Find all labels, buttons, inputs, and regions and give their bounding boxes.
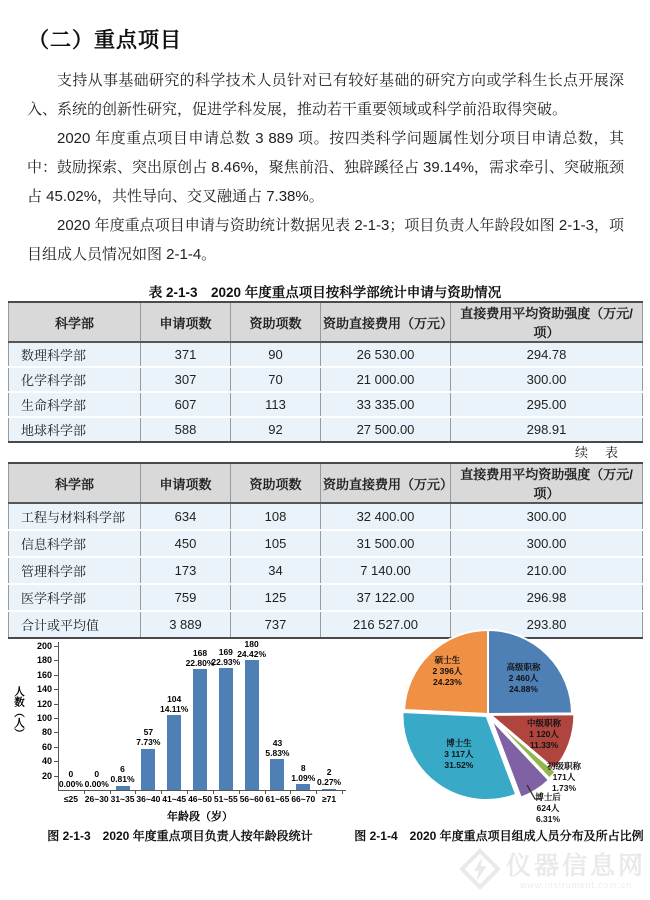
table-cell: 113	[231, 392, 321, 417]
table-row	[9, 392, 643, 417]
y-tick-label: 160	[36, 669, 52, 680]
column-header: 资助项数	[231, 463, 321, 503]
table-cell: 371	[141, 342, 231, 367]
table-title: 表 2-1-3 2020 年度重点项目按科学部统计申请与资助情况	[148, 285, 502, 300]
table-cell: 数理科学部	[9, 342, 141, 367]
table-cell: 588	[141, 417, 231, 442]
slice-percent: 31.52%	[444, 759, 474, 770]
bar	[167, 715, 181, 790]
table-cell: 296.98	[451, 584, 643, 611]
bar-percent: 0.81%	[110, 774, 135, 785]
bar-percent: 22.93%	[211, 656, 241, 667]
bar-count: 6	[120, 764, 125, 775]
bar-percent: 14.11%	[159, 703, 189, 714]
slice-count: 1 120人	[529, 728, 559, 739]
table-cell: 地球科学部	[9, 417, 141, 442]
bar-value-label	[99, 764, 147, 784]
y-axis-title: 人数（人）	[13, 686, 25, 739]
bar-percent: 24.42%	[237, 648, 267, 659]
table-cell: 信息科学部	[9, 530, 141, 557]
x-tick-label: 46~50	[188, 794, 212, 804]
lightning-diamond-icon	[459, 848, 501, 895]
y-tick-label: 80	[41, 727, 52, 738]
slice-percent: 6.31%	[535, 813, 561, 824]
table-cell: 450	[141, 530, 231, 557]
table-cell: 307	[141, 367, 231, 392]
bar-value-label	[124, 727, 172, 747]
bar-value-label	[253, 738, 301, 758]
funding-table-page1	[8, 301, 643, 443]
table-cell: 管理科学部	[9, 557, 141, 584]
paragraph: 2020 年度重点项目申请总数 3 889 项。按四类科学问题属性划分项目申请总数，其中：鼓励探索、突出原创占 8.46%，聚焦前沿、独辟蹊径占 39.14%，需求牵引、突破瓶颈占 45.02%，共性导向、交叉融通占 7.38%。	[27, 130, 624, 205]
x-tick-mark	[342, 790, 343, 794]
table-cell: 21 000.00	[321, 367, 451, 392]
pie-slice-label	[526, 761, 602, 794]
slice-count: 624人	[536, 802, 560, 813]
table-row	[9, 584, 643, 611]
slice-name: 硕士生	[434, 654, 461, 665]
table-cell: 216 527.00	[321, 611, 451, 638]
pie-slice-label	[409, 655, 485, 688]
slice-name: 中级职称	[527, 717, 562, 728]
slice-name: 博士后	[535, 791, 561, 802]
table-cell: 医学科学部	[9, 584, 141, 611]
personnel-pie-chart	[374, 616, 646, 828]
y-tick-mark	[54, 732, 58, 733]
slice-percent: 11.33%	[529, 739, 559, 750]
table-cell: 34	[231, 557, 321, 584]
x-tick-label: 36~40	[136, 794, 161, 804]
table-cell: 125	[231, 584, 321, 611]
slice-percent: 24.23%	[433, 676, 462, 687]
y-tick-mark	[54, 675, 58, 676]
table-cell: 92	[231, 417, 321, 442]
watermark	[459, 848, 646, 895]
x-tick-label: 41~45	[162, 794, 187, 804]
bar-count: 2	[326, 767, 332, 778]
table-cell: 33 335.00	[321, 392, 451, 417]
table-cell: 294.78	[451, 342, 643, 367]
bar-percent: 22.80%	[185, 657, 215, 668]
figure1-caption: 图 2-1-3 2020 年度重点项目负责人按年龄段统计	[47, 829, 313, 843]
table-row	[9, 367, 643, 392]
x-axis-title: 年龄段（岁）	[167, 811, 233, 823]
bar-count: 0	[68, 768, 74, 779]
bar-value-label	[150, 694, 198, 714]
column-header: 资助直接费用（万元）	[321, 463, 451, 503]
y-tick-label: 180	[36, 655, 52, 666]
bar-count: 169	[218, 646, 233, 657]
x-tick-label: 51~55	[213, 794, 238, 804]
table-cell: 298.91	[451, 417, 643, 442]
bar-value-label	[228, 639, 276, 659]
table-row	[9, 417, 643, 442]
column-header: 资助直接费用（万元）	[321, 302, 451, 342]
bar-percent: 5.83%	[265, 747, 290, 758]
table-cell: 607	[141, 392, 231, 417]
column-header: 申请项数	[141, 463, 231, 503]
y-tick-mark	[54, 689, 58, 690]
x-tick-label: 26~30	[84, 794, 109, 804]
column-header: 资助项数	[231, 302, 321, 342]
table-cell: 7 140.00	[321, 557, 451, 584]
bar	[141, 749, 155, 790]
slice-count: 171人	[552, 771, 576, 782]
x-tick-label: 61~65	[265, 794, 290, 804]
bar-count: 8	[300, 762, 306, 773]
table-row	[9, 342, 643, 367]
bar	[245, 660, 259, 790]
figure2-caption: 图 2-1-4 2020 年度重点项目组成人员分布及所占比例	[354, 829, 644, 843]
table-cell: 293.80	[451, 611, 643, 638]
x-tick-label: 66~70	[291, 794, 316, 804]
table-cell: 759	[141, 584, 231, 611]
table-row	[9, 557, 643, 584]
body-paragraphs	[27, 66, 624, 269]
table-cell: 634	[141, 503, 231, 530]
table-cell: 合计或平均值	[9, 611, 141, 638]
bar-count: 43	[272, 737, 283, 748]
table-cell: 26 530.00	[321, 342, 451, 367]
bar-count: 57	[143, 727, 154, 738]
y-tick-label: 60	[41, 741, 52, 752]
y-tick-label: 140	[36, 684, 52, 695]
age-distribution-bar-chart	[12, 634, 352, 826]
table-header-row	[9, 463, 643, 503]
table-cell: 27 500.00	[321, 417, 451, 442]
table-cell: 生命科学部	[9, 392, 141, 417]
slice-count: 2 460人	[508, 672, 539, 683]
column-header: 科学部	[9, 302, 141, 342]
bar-count: 168	[192, 647, 208, 658]
column-header: 科学部	[9, 463, 141, 503]
y-tick-label: 100	[36, 713, 52, 723]
x-tick-label: ≥71	[322, 794, 337, 804]
funding-table-continued	[8, 462, 643, 639]
bar-percent: 0.00%	[58, 778, 83, 789]
table-continued-label: 续 表	[574, 445, 620, 460]
bar-percent: 0.00%	[84, 778, 109, 789]
column-header: 直接费用平均资助强度（万元/项）	[451, 463, 643, 503]
column-header: 申请项数	[141, 302, 231, 342]
table-cell: 737	[231, 611, 321, 638]
watermark-title: 仪器信息网	[505, 852, 646, 880]
table-cell: 31 500.00	[321, 530, 451, 557]
bar	[193, 669, 207, 790]
table-cell: 173	[141, 557, 231, 584]
slice-percent: 1.73%	[551, 782, 577, 793]
table-row	[9, 503, 643, 530]
bar-percent: 0.27%	[317, 777, 342, 788]
bar-percent: 1.09%	[291, 772, 316, 783]
slice-percent: 24.88%	[509, 683, 538, 694]
bar-count: 180	[244, 638, 259, 649]
slice-count: 3 117人	[444, 748, 474, 759]
pie-slice-label	[421, 738, 497, 771]
bar-count: 104	[167, 693, 182, 704]
column-header: 直接费用平均资助强度（万元/项）	[451, 302, 643, 342]
table-cell: 90	[231, 342, 321, 367]
bar-percent: 7.73%	[136, 737, 161, 748]
table-cell: 32 400.00	[321, 503, 451, 530]
bar	[322, 789, 336, 790]
table-cell: 210.00	[451, 557, 643, 584]
table-cell: 70	[231, 367, 321, 392]
table-cell: 化学科学部	[9, 367, 141, 392]
x-tick-label: 56~60	[239, 794, 264, 804]
x-tick-label: 31~35	[110, 794, 135, 804]
slice-name: 博士生	[446, 737, 472, 748]
y-tick-label: 40	[41, 756, 52, 767]
table-cell: 300.00	[451, 367, 643, 392]
paragraph: 2020 年度重点项目申请与资助统计数据见表 2-1-3；项目负责人年龄段如图 2-1-3，项目组成人员情况如图 2-1-4。	[27, 217, 624, 263]
y-tick-label: 200	[36, 641, 52, 651]
table-cell: 37 122.00	[321, 584, 451, 611]
paragraph: 支持从事基础研究的科学技术人员针对已有较好基础的研究方向或学科生长点开展深入、系统的创新性研究，促进学科发展，推动若干重要领域或科学前沿取得突破。	[27, 72, 624, 118]
slice-count: 2 396人	[432, 665, 463, 676]
table-row	[9, 530, 643, 557]
bar-count: 0	[94, 768, 100, 779]
pie-slice-label	[510, 792, 586, 825]
y-tick-mark	[54, 704, 58, 705]
bar	[116, 786, 130, 790]
section-heading: （二）重点项目	[28, 29, 182, 52]
y-tick-mark	[54, 761, 58, 762]
table-cell: 295.00	[451, 392, 643, 417]
x-axis	[58, 790, 346, 791]
y-tick-label: 120	[36, 698, 52, 709]
y-tick-mark	[54, 646, 58, 647]
table-cell: 300.00	[451, 530, 643, 557]
table-cell: 105	[231, 530, 321, 557]
slice-name: 高级职称	[506, 661, 541, 672]
table-cell: 108	[231, 503, 321, 530]
table-cell: 3 889	[141, 611, 231, 638]
y-tick-label: 20	[41, 770, 52, 781]
table-header-row	[9, 302, 643, 342]
y-tick-mark	[54, 660, 58, 661]
bar	[219, 668, 233, 790]
table-cell: 300.00	[451, 503, 643, 530]
slice-name: 初级职称	[546, 760, 581, 771]
bar-value-label	[305, 767, 353, 787]
y-tick-mark	[54, 747, 58, 748]
watermark-url: www.instrument.com.cn	[520, 880, 632, 890]
y-tick-mark	[54, 718, 58, 719]
x-tick-label: ≤25	[63, 794, 78, 804]
pie-slice-label	[506, 718, 582, 751]
pie-slice-label	[486, 662, 562, 695]
watermark-text	[506, 853, 646, 890]
table-cell: 工程与材料科学部	[9, 503, 141, 530]
